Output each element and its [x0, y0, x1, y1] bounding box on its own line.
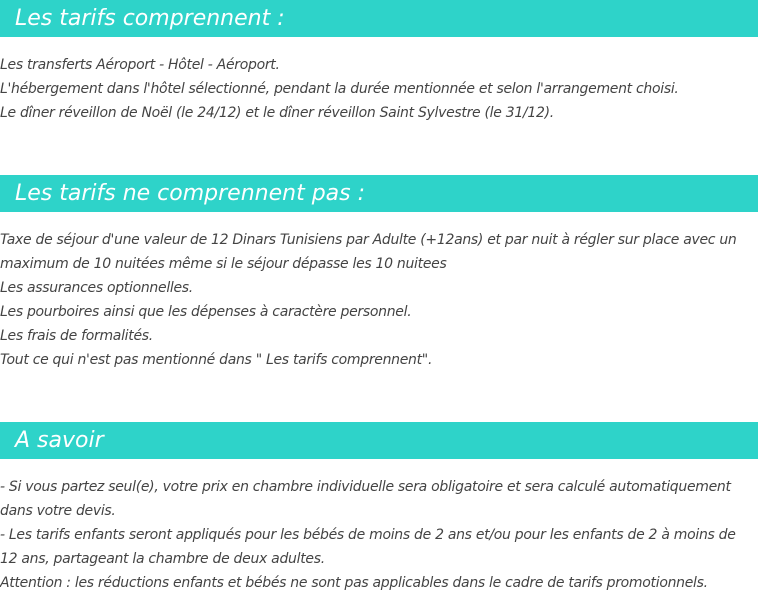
- not-included-item: Taxe de séjour d'une valeur de 12 Dinars Tunisiens par Adulte (+12ans) et par nuit à régler sur place avec un maximum de 10 nuitées même si le séjour dépasse les 10 nuitees: [0, 232, 737, 272]
- included-list: [0, 53, 758, 125]
- not-included-item: Les frais de formalités.: [0, 328, 153, 344]
- not-included-list: [0, 228, 758, 372]
- good-to-know-list: [0, 475, 758, 595]
- good-to-know-item: Attention : les réductions enfants et bébés ne sont pas applicables dans le cadre de tarifs promotionnels.: [0, 575, 708, 591]
- not-included-item: Les assurances optionnelles.: [0, 280, 193, 296]
- section-title-good-to-know: A savoir: [0, 422, 758, 459]
- section-title-included: Les tarifs comprennent :: [0, 0, 758, 37]
- not-included-item: Tout ce qui n'est pas mentionné dans " Les tarifs comprennent".: [0, 352, 433, 368]
- good-to-know-item: - Si vous partez seul(e), votre prix en chambre individuelle sera obligatoire et sera calculé automatiquement dans votre devis.: [0, 479, 731, 519]
- not-included-item: Les pourboires ainsi que les dépenses à caractère personnel.: [0, 304, 412, 320]
- included-item: Le dîner réveillon de Noël (le 24/12) et le dîner réveillon Saint Sylvestre (le 31/12).: [0, 105, 554, 121]
- good-to-know-item: - Les tarifs enfants seront appliqués pour les bébés de moins de 2 ans et/ou pour les enfants de 2 à moins de 12 ans, partageant la chambre de deux adultes.: [0, 527, 736, 567]
- section-title-not-included: Les tarifs ne comprennent pas :: [0, 175, 758, 212]
- included-item: L'hébergement dans l'hôtel sélectionné, pendant la durée mentionnée et selon l'arrangement choisi.: [0, 81, 679, 97]
- included-item: Les transferts Aéroport - Hôtel - Aéroport.: [0, 57, 280, 73]
